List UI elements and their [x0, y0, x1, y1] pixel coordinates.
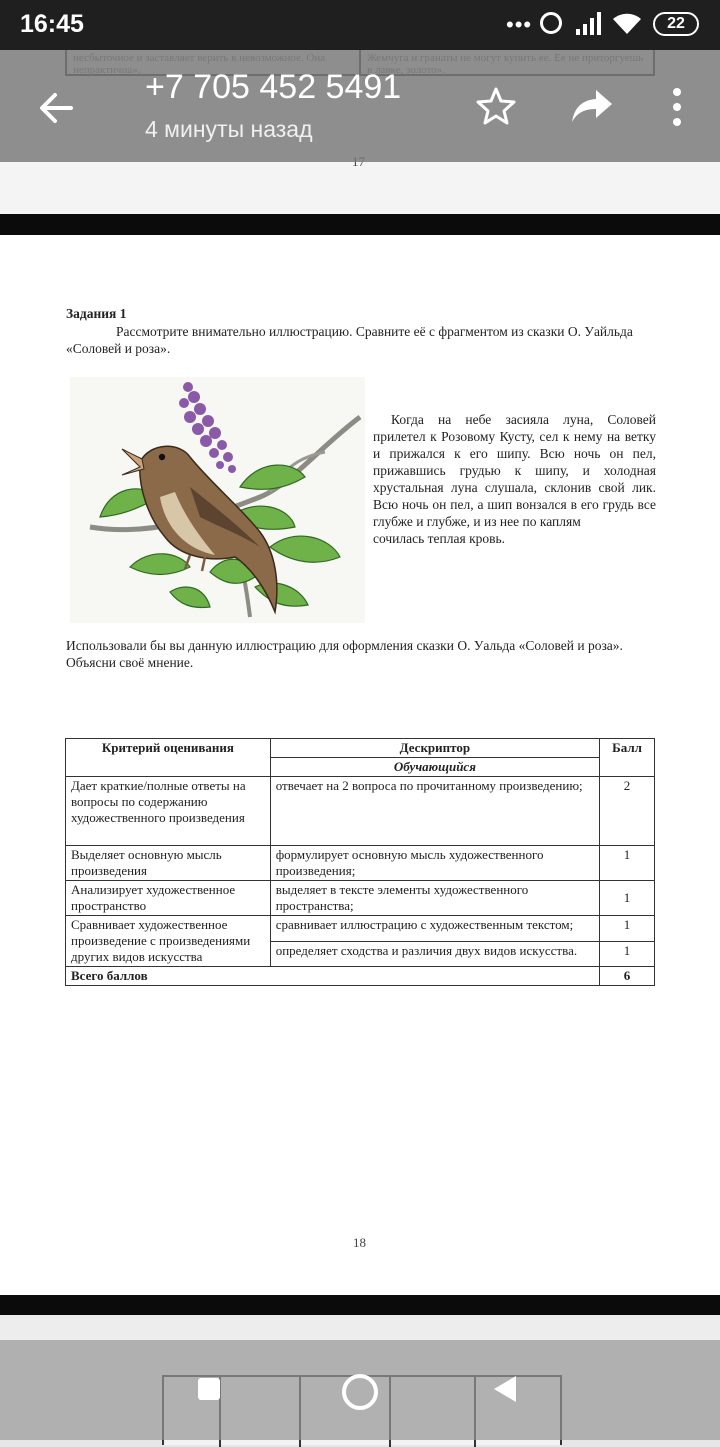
document-page-18 — [0, 235, 720, 1295]
page-number-18: 18 — [353, 1235, 366, 1250]
share-forward-icon[interactable] — [570, 86, 614, 126]
score-cell: 1 — [600, 846, 655, 881]
page-separator — [0, 214, 720, 236]
criterion-cell: Выделяет основную мысль произведения — [66, 846, 271, 881]
timestamp-subtitle: 4 минуты назад — [145, 116, 313, 142]
task-title: Задания 1 — [66, 306, 127, 321]
task-question: Использовали бы вы данную иллюстрацию для оформления сказки О. Уальда «Соловей и роза». Объясни своё мнение. — [66, 638, 623, 670]
criterion-cell: Дает краткие/полные ответы на вопросы по содержанию художественного произведения — [66, 777, 271, 846]
quote-text: Когда на небе засияла луна, Соловей прилетел к Розовому Кусту, сел к нему на ветку и прижался к его шипу. Всю ночь он пел, прижавшись грудью к шипу, и холодная хрустальная луна слушала, склонив свой лик. Всю ночь он пел, а шип вонзался в его грудь все глубже и глубже, и из нее по каплям — [373, 412, 656, 529]
subheader-student: Обучающийся — [270, 758, 599, 777]
score-cell: 1 — [600, 941, 655, 967]
table-total-row — [66, 967, 655, 986]
descriptor-cell: формулирует основную мысль художественного произведения; — [270, 846, 599, 881]
score-cell: 1 — [600, 916, 655, 942]
star-icon[interactable] — [476, 86, 516, 126]
score-cell: 2 — [600, 777, 655, 846]
total-label: Всего баллов — [66, 967, 600, 986]
table-row — [66, 777, 655, 846]
header-descriptor: Дескриптор — [270, 739, 599, 758]
fairy-tale-quote — [373, 411, 656, 547]
battery-indicator: 22 — [653, 12, 699, 36]
navigation-bar — [0, 1340, 720, 1440]
assessment-criteria-table — [65, 738, 655, 986]
criterion-cell: Анализирует художественное пространство — [66, 881, 271, 916]
descriptor-cell: выделяет в тексте элементы художественного пространства; — [270, 881, 599, 916]
signal-icon — [574, 11, 602, 37]
task-instruction: Рассмотрите внимательно иллюстрацию. Сравните её с фрагментом из сказки О. Уайльда «Соловей и роза». — [66, 324, 633, 356]
recent-apps-icon[interactable] — [198, 1378, 220, 1400]
criterion-cell: Сравнивает художественное произведение с произведениями других видов искусства — [66, 916, 271, 967]
descriptor-cell: определяет сходства и различия двух видов искусства. — [270, 941, 599, 967]
total-score: 6 — [600, 967, 655, 986]
more-options-icon[interactable] — [666, 86, 688, 128]
nightingale-illustration — [70, 377, 365, 623]
header-criterion: Критерий оценивания — [66, 739, 271, 777]
score-cell: 1 — [600, 881, 655, 916]
clock: 16:45 — [20, 10, 84, 38]
quote-end: сочилась теплая кровь. — [373, 531, 506, 546]
back-arrow-icon[interactable] — [38, 90, 74, 126]
table-header-row — [66, 739, 655, 758]
contact-title: +7 705 452 5491 — [145, 68, 402, 106]
app-bar — [0, 50, 720, 162]
status-bar — [0, 0, 720, 50]
back-triangle-icon[interactable] — [492, 1374, 518, 1404]
table-row — [66, 881, 655, 916]
wifi-icon — [612, 12, 642, 36]
descriptor-cell: сравнивает иллюстрацию с художественным текстом; — [270, 916, 599, 942]
descriptor-cell: отвечает на 2 вопроса по прочитанному произведению; — [270, 777, 599, 846]
table-row — [66, 846, 655, 881]
table-row — [66, 916, 655, 942]
notification-dots: ••• — [506, 12, 533, 37]
home-icon[interactable] — [342, 1374, 378, 1410]
page-separator — [0, 1295, 720, 1317]
header-score: Балл — [600, 739, 655, 777]
alarm-icon — [540, 12, 562, 34]
